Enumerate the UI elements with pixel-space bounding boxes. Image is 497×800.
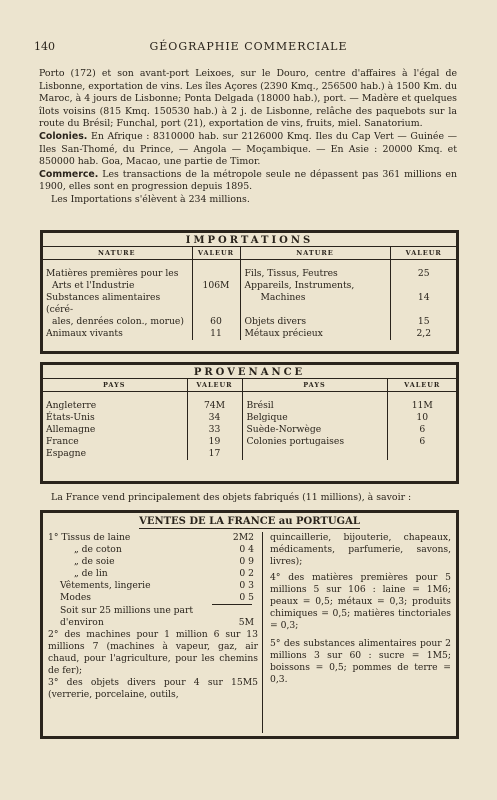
table-row: Animaux vivants 11 Métaux précieux 2,2	[42, 328, 457, 340]
list-item: 1° Tissus de laine 2M2	[48, 532, 254, 543]
list-item: 4° des matières premières pour 5 millions 5 sur 106 : laine = 1M6; peaux = 0,5; métaux = 0,3; produits chimiques = 0,5; matières tinctoriales = 0,3;	[270, 572, 451, 631]
paragraph-commerce	[39, 169, 457, 194]
intro-text	[39, 68, 457, 207]
page-header	[30, 40, 467, 53]
colonies-heading: Colonies.	[39, 130, 88, 142]
table-row: Arts et l'Industrie 106M Appareils, Instruments,	[42, 280, 457, 292]
table-row: Substances alimentaires (céré- Machines 14	[42, 292, 457, 316]
ventes-title: VENTES DE LA FRANCE au PORTUGAL	[139, 516, 360, 527]
importations-table	[42, 246, 457, 340]
list-item: 2° des machines pour 1 million 6 sur 13 millions 7 (machines à vapeur, gaz, air chaud, pour l'agriculture, pour les chemins de fer);	[48, 629, 258, 676]
column-header: PAYS	[242, 379, 387, 392]
list-item: 3° des objets divers pour 4 sur 15M5 (verrerie, porcelaine, outils,	[48, 677, 258, 700]
importations-title: IMPORTATIONS	[185, 235, 314, 246]
list-item: Vêtements, lingerie 0 3	[60, 580, 254, 591]
commerce-heading: Commerce.	[39, 168, 99, 180]
running-title: GÉOGRAPHIE COMMERCIALE	[149, 40, 348, 53]
column-header: VALEUR	[387, 379, 457, 392]
paragraph-importations: Les Importations s'élèvent à 234 millions.	[51, 193, 250, 205]
column-header: VALEUR	[192, 247, 240, 260]
list-item: „ de lin 0 2	[74, 568, 254, 579]
provenance-table	[42, 378, 457, 460]
ventes-left-column	[48, 532, 258, 701]
table-row: États-Unis 34 Belgique 10	[42, 412, 457, 424]
france-vend-line: La France vend principalement des objets fabriqués (11 millions), à savoir :	[51, 492, 412, 503]
table-row: ales, denrées colon., morue) 60 Objets divers 15	[42, 316, 457, 328]
table-row: Allemagne 33 Suède-Norwège 6	[42, 424, 457, 436]
soit-line: Soit sur 25 millions une part d'environ 5M	[60, 605, 254, 628]
commerce-text: Les transactions de la métropole seule ne dépassent pas 361 millions en 1900, elles sont en progression depuis 1895.	[39, 168, 457, 193]
column-divider	[262, 532, 263, 733]
colonies-text: En Afrique : 8310000 hab. sur 2126000 Kmq. Iles du Cap Vert — Guinée — Iles San-Thomé, du Prince, — Angola — Moçambique. — En Asie : 20000 Kmq. et 850000 hab. Goa, Macao, une partie de Timor.	[39, 130, 457, 168]
list-item-continuation: quincaillerie, bijouterie, chapeaux, médicaments, parfumerie, savons, livres);	[270, 532, 451, 567]
ventes-columns	[48, 532, 451, 733]
table-row: Espagne 17	[42, 448, 457, 460]
table-row: France 19 Colonies portugaises 6	[42, 436, 457, 448]
column-header: VALEUR	[390, 247, 457, 260]
table-header-row	[42, 247, 457, 260]
provenance-title: PROVENANCE	[193, 367, 306, 378]
ventes-box	[40, 510, 459, 739]
table-header-row	[42, 379, 457, 392]
importations-box	[40, 230, 459, 354]
page-number: 140	[34, 40, 55, 53]
column-header: VALEUR	[187, 379, 242, 392]
paragraph-porto: Porto (172) et son avant-port Leixoes, sur le Douro, centre d'affaires à l'égal de Lisbonne, exportation de vins. Les îles Açores (2390 Kmq., 256500 hab.) à 1500 Km. du Maroc, à 4 jours de Lisbonne; Ponta Delgada (18000 hab.), port. — Madère et quelques îlots voisins (815 Kmq. 150530 hab.) à 2 j. de Lisbonne, relâche des paquebots sur la route du Brésil; Funchal, port (21), exportation de vins, fruits, miel. Sanatorium.	[39, 68, 457, 130]
column-header: NATURE	[42, 247, 192, 260]
column-header: NATURE	[240, 247, 390, 260]
paragraph-colonies	[39, 131, 457, 169]
column-header: PAYS	[42, 379, 187, 392]
table-row: Angleterre 74M Brésil 11M	[42, 400, 457, 412]
provenance-box	[40, 362, 459, 484]
list-item: 5° des substances alimentaires pour 2 millions 3 sur 60 : sucre = 1M5; boissons = 0,5; pommes de terre = 0,3.	[270, 638, 451, 685]
table-row: Matières premières pour les Fils, Tissus, Feutres 25	[42, 268, 457, 280]
list-item: „ de coton 0 4	[74, 544, 254, 555]
ventes-right-column	[270, 532, 451, 686]
list-item: „ de soie 0 9	[74, 556, 254, 567]
list-item: Modes 0 5	[60, 592, 254, 603]
